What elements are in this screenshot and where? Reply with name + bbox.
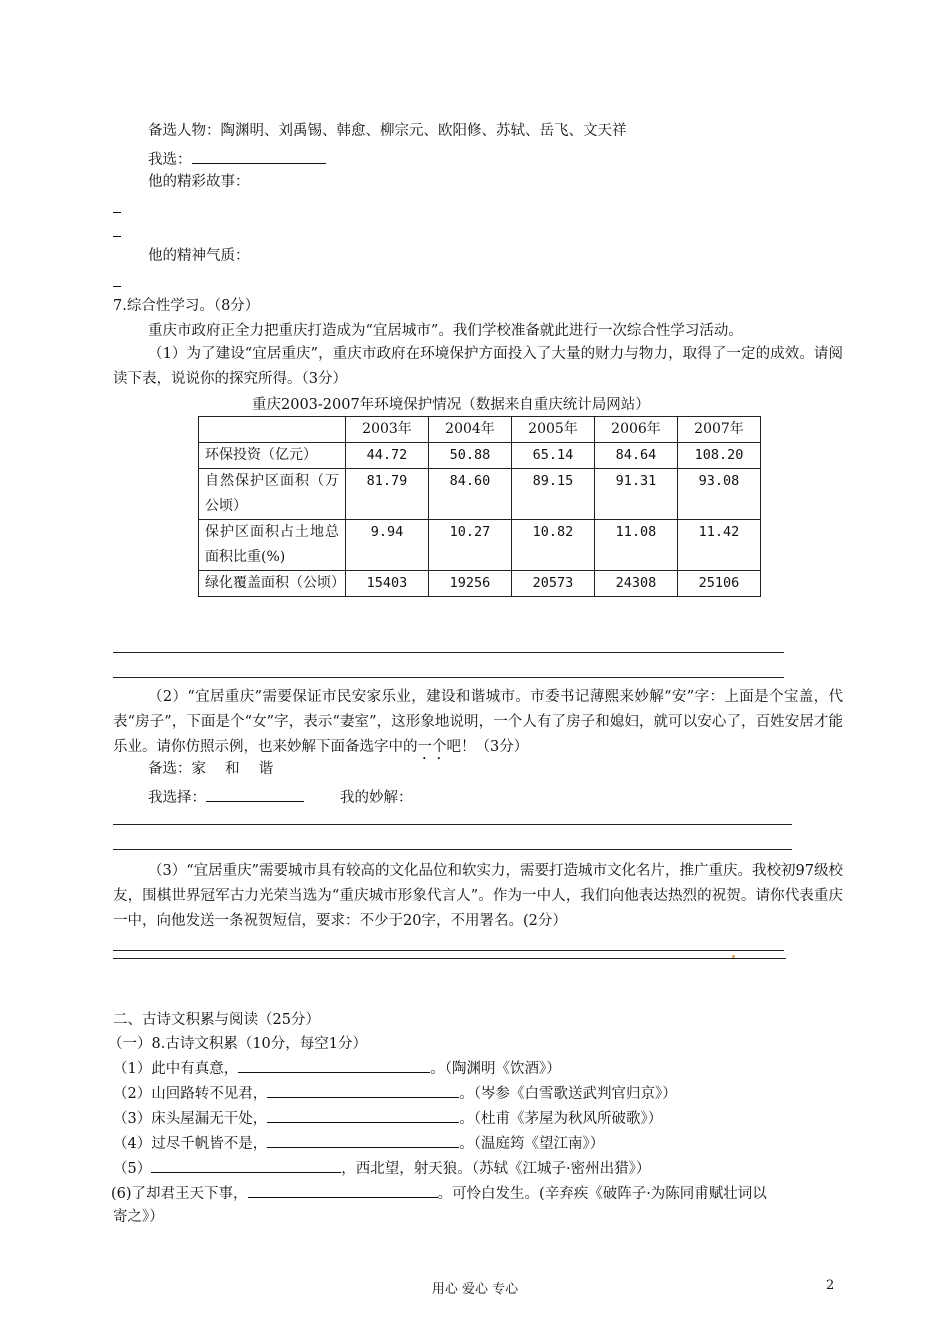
table-cell: 44.72 — [346, 443, 429, 469]
table-row — [199, 469, 761, 520]
environment-table — [198, 416, 761, 597]
table-cell: 9.94 — [346, 520, 429, 571]
table-cell: 11.08 — [595, 520, 678, 571]
table-row — [199, 520, 761, 571]
table-header-row — [199, 417, 761, 443]
q7-sub2 — [113, 685, 843, 763]
spirit-label: 他的精神气质： — [148, 248, 250, 264]
row-label: 自然保护区面积（万公顷） — [199, 469, 346, 520]
table-cell: 91.31 — [595, 469, 678, 520]
q7-sub2-tail: 吧！（3分） — [446, 739, 529, 755]
table-corner — [199, 417, 346, 443]
table-cell: 89.15 — [512, 469, 595, 520]
poem-item-4 — [113, 1132, 604, 1154]
table-row — [199, 443, 761, 469]
poem-suffix: ，西北望，射天狼。（苏轼《江城子·密州出猎》） — [341, 1161, 651, 1177]
table-row — [199, 571, 761, 597]
table-cell: 15403 — [346, 571, 429, 597]
choose-line — [148, 148, 326, 170]
q7-intro: 重庆市政府正全力把重庆打造成为“宜居城市”。我们学校准备就此进行一次综合性学习活动。 — [148, 323, 743, 339]
poem-suffix: 。（陶渊明《饮酒》） — [430, 1061, 561, 1077]
table-cell: 19256 — [429, 571, 512, 597]
table-cell: 108.20 — [678, 443, 761, 469]
spirit-blank[interactable] — [113, 286, 121, 287]
story-blank-1[interactable] — [113, 212, 121, 213]
poem-prefix: （5） — [113, 1161, 152, 1177]
poem-suffix: 。（温庭筠《望江南》） — [459, 1136, 605, 1152]
year-header: 2004年 — [429, 417, 512, 443]
row-label: 保护区面积占土地总面积比重(%) — [199, 520, 346, 571]
table-cell: 84.60 — [429, 469, 512, 520]
poem-item-1 — [113, 1057, 561, 1079]
my-choice-label: 我选择： — [148, 790, 206, 806]
ink-speck — [732, 955, 735, 958]
section2-title: 二、古诗文积累与阅读（25分） — [113, 1012, 320, 1028]
poem-blank[interactable] — [248, 1182, 438, 1198]
poem-prefix: （2）山回路转不见君， — [113, 1086, 268, 1102]
poem-suffix: 。（岑参《白雪歌送武判官归京》） — [459, 1086, 677, 1102]
options-line: 备选：家 和 谐 — [148, 761, 274, 777]
footer-motto: 用心 爱心 专心 — [431, 1282, 519, 1297]
poem-suffix: 。可怜白发生。(辛弃疾《破阵子·为陈同甫赋壮词以 — [437, 1186, 767, 1202]
candidate-list: 备选人物：陶渊明、刘禹锡、韩愈、柳宗元、欧阳修、苏轼、岳飞、文天祥 — [148, 123, 627, 139]
answer-line[interactable] — [113, 677, 784, 678]
table-cell: 93.08 — [678, 469, 761, 520]
answer-line[interactable] — [113, 958, 786, 959]
row-label: 环保投资（亿元） — [199, 443, 346, 469]
poem-prefix: （4）过尽千帆皆不是， — [113, 1136, 268, 1152]
my-choice-blank[interactable] — [206, 786, 304, 802]
page-number: 2 — [826, 1278, 835, 1293]
table-caption: 重庆2003-2007年环境保护情况（数据来自重庆统计局网站） — [252, 397, 650, 413]
poem-prefix: （1）此中有真意， — [113, 1061, 239, 1077]
poem-item-2 — [113, 1082, 677, 1104]
poem-blank[interactable] — [151, 1157, 341, 1173]
poem-blank[interactable] — [267, 1132, 459, 1148]
poem-item-3 — [113, 1107, 662, 1129]
year-header: 2005年 — [512, 417, 595, 443]
table-cell: 24308 — [595, 571, 678, 597]
table-cell: 11.42 — [678, 520, 761, 571]
poem-item-6 — [111, 1182, 767, 1204]
table-cell: 50.88 — [429, 443, 512, 469]
year-header: 2006年 — [595, 417, 678, 443]
table-cell: 65.14 — [512, 443, 595, 469]
section2-part1: （一）8.古诗文积累（10分，每空1分） — [108, 1036, 368, 1052]
answer-line[interactable] — [113, 950, 784, 951]
poem-prefix: （3）床头屋漏无干处， — [113, 1111, 268, 1127]
poem-blank[interactable] — [267, 1082, 459, 1098]
poem-item-6-cont: 寄之》） — [113, 1209, 164, 1225]
poem-blank[interactable] — [238, 1057, 430, 1073]
table-cell: 25106 — [678, 571, 761, 597]
answer-line[interactable] — [113, 652, 784, 653]
choose-blank[interactable] — [192, 148, 326, 164]
q7-sub3: （3）“宜居重庆”需要城市具有较高的文化品位和软实力，需要打造城市文化名片，推广重庆。我校初97级校友，围棋世界冠军古力光荣当选为“重庆城市形象代言人”。作为一中人，我们向他表达热烈的祝贺。请你代表重庆一中，向他发送一条祝贺短信，要求：不少于20字，不用署名。(2分） — [113, 863, 843, 929]
choose-label: 我选： — [148, 152, 192, 168]
row-label: 绿化覆盖面积（公顷） — [199, 571, 346, 597]
q7-sub1: （1）为了建设“宜居重庆”，重庆市政府在环境保护方面投入了大量的财力与物力，取得了一定的成效。请阅读下表，说说你的探究所得。（3分） — [113, 346, 843, 387]
table-cell: 84.64 — [595, 443, 678, 469]
table-cell: 20573 — [512, 571, 595, 597]
table-cell: 81.79 — [346, 469, 429, 520]
story-label: 他的精彩故事： — [148, 174, 250, 190]
answer-line[interactable] — [113, 824, 792, 825]
story-blank-2[interactable] — [113, 236, 121, 237]
table-cell: 10.82 — [512, 520, 595, 571]
year-header: 2007年 — [678, 417, 761, 443]
poem-prefix: (6)了却君王天下事， — [111, 1186, 248, 1202]
table-cell: 10.27 — [429, 520, 512, 571]
emphasized-text: 一个 — [417, 739, 447, 755]
my-explain-label: 我的妙解： — [340, 790, 413, 806]
q7-sub2-text: （2）“宜居重庆”需要保证市民安家乐业，建设和谐城市。市委书记薄熙来妙解“安”字：上面是个宝盖，代表“房子”，下面是个“女”字，表示“妻室”，这形象地说明，一个人有了房子和媳妇，就可以安心了，百姓安居才能乐业。请你仿照示例，也来妙解下面备选字中的 — [113, 689, 843, 755]
answer-line[interactable] — [113, 849, 792, 850]
q7-title: 7.综合性学习。（8分） — [113, 298, 260, 314]
year-header: 2003年 — [346, 417, 429, 443]
poem-item-5 — [113, 1157, 650, 1179]
my-choice-line — [148, 786, 413, 808]
poem-blank[interactable] — [267, 1107, 459, 1123]
poem-suffix: 。（杜甫《茅屋为秋风所破歌》） — [459, 1111, 663, 1127]
